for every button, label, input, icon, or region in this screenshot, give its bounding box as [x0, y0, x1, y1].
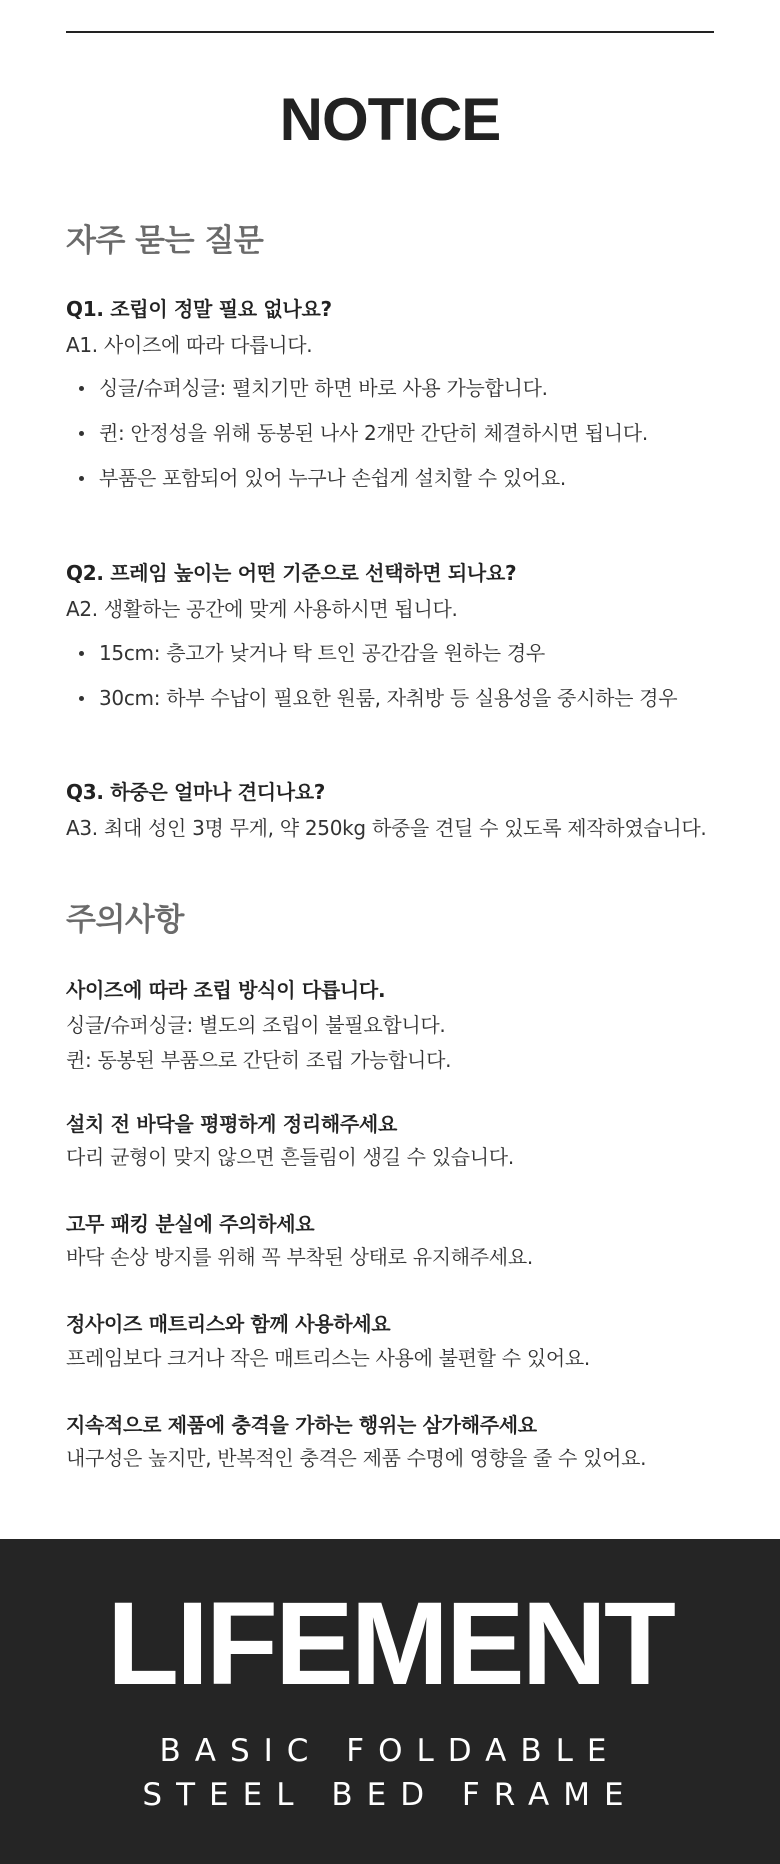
faq-question-1: Q1. 조립이 정말 필요 없나요?	[66, 297, 332, 321]
caution-title-1: 사이즈에 따라 조립 방식이 다릅니다.	[66, 978, 386, 1002]
list-item: 싱글/슈퍼싱글: 펼치기만 하면 바로 사용 가능합니다.	[66, 373, 726, 418]
caution-title-2: 설치 전 바닥을 평평하게 정리해주세요	[66, 1112, 397, 1136]
bullet-dot	[79, 476, 84, 481]
list-item: 15cm: 층고가 낮거나 탁 트인 공간감을 원하는 경우	[66, 638, 726, 683]
faq-heading: 자주 묻는 질문	[66, 223, 264, 259]
caution-text: 바닥 손상 방지를 위해 꼭 부착된 상태로 유지해주세요.	[66, 1245, 533, 1269]
faq-answer-2: A2. 생활하는 공간에 맞게 사용하시면 됩니다.	[66, 597, 458, 621]
faq-answer-1-list	[66, 373, 726, 508]
list-item: 부품은 포함되어 있어 누구나 손쉽게 설치할 수 있어요.	[66, 463, 726, 508]
caution-text: 프레임보다 크거나 작은 매트리스는 사용에 불편할 수 있어요.	[66, 1346, 590, 1370]
notice-title: NOTICE	[279, 86, 501, 153]
faq-question-2: Q2. 프레임 높이는 어떤 기준으로 선택하면 되나요?	[66, 561, 517, 585]
list-item: 퀸: 안정성을 위해 동봉된 나사 2개만 간단히 체결하시면 됩니다.	[66, 418, 726, 463]
bullet-dot	[79, 431, 84, 436]
product-subtitle-line-1: BASIC FOLDABLE	[159, 1733, 621, 1769]
brand-footer	[0, 1539, 780, 1864]
product-subtitle-line-2: STEEL BED FRAME	[142, 1777, 638, 1813]
bullet-dot	[79, 386, 84, 391]
bullet-dot	[79, 696, 84, 701]
caution-title-4: 정사이즈 매트리스와 함께 사용하세요	[66, 1312, 391, 1336]
caution-text: 내구성은 높지만, 반복적인 충격은 제품 수명에 영향을 줄 수 있어요.	[66, 1446, 647, 1470]
faq-answer-1: A1. 사이즈에 따라 다릅니다.	[66, 333, 313, 357]
faq-answer-2-list	[66, 638, 726, 728]
caution-title-3: 고무 패킹 분실에 주의하세요	[66, 1212, 315, 1236]
caution-text: 싱글/슈퍼싱글: 별도의 조립이 불필요합니다.	[66, 1013, 446, 1037]
list-item: 30cm: 하부 수납이 필요한 원룸, 자취방 등 실용성을 중시하는 경우	[66, 683, 726, 728]
caution-text: 다리 균형이 맞지 않으면 흔들림이 생길 수 있습니다.	[66, 1145, 514, 1169]
brand-logo: LIFEMENT	[107, 1578, 673, 1710]
cautions-heading: 주의사항	[66, 902, 184, 938]
faq-answer-3: A3. 최대 성인 3명 무게, 약 250kg 하중을 견딜 수 있도록 제작하였습니다.	[66, 816, 707, 840]
caution-text: 퀸: 동봉된 부품으로 간단히 조립 가능합니다.	[66, 1048, 452, 1072]
top-divider	[66, 31, 714, 33]
faq-question-3: Q3. 하중은 얼마나 견디나요?	[66, 780, 326, 804]
bullet-dot	[79, 651, 84, 656]
caution-title-5: 지속적으로 제품에 충격을 가하는 행위는 삼가해주세요	[66, 1413, 537, 1437]
